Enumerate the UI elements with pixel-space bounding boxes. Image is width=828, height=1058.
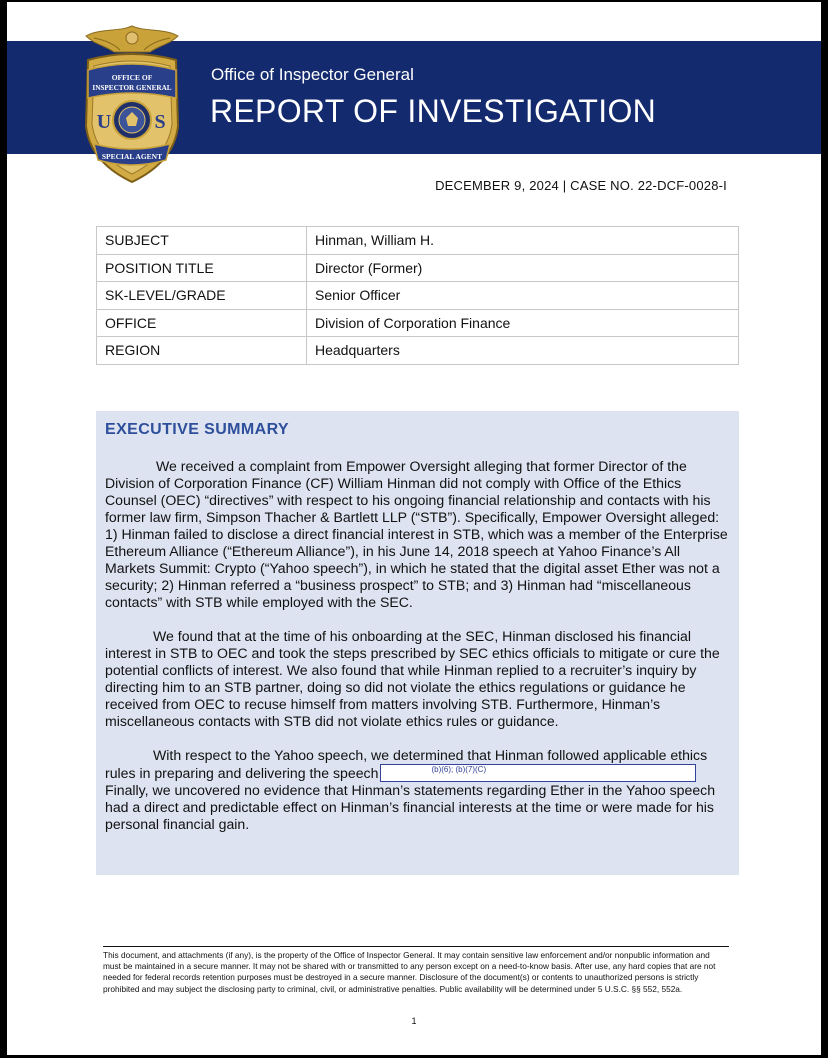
field-label: OFFICE	[97, 309, 307, 337]
svg-text:INSPECTOR GENERAL: INSPECTOR GENERAL	[92, 84, 172, 92]
table-row	[97, 227, 739, 255]
subject-info-table	[96, 226, 739, 365]
executive-summary-box	[96, 411, 739, 875]
svg-text:SPECIAL AGENT: SPECIAL AGENT	[101, 152, 163, 161]
table-row	[97, 254, 739, 282]
badge-top-text: OFFICE OF	[111, 73, 153, 82]
report-title: REPORT OF INVESTIGATION	[210, 93, 657, 129]
oig-badge-logo	[74, 22, 190, 186]
table-row	[97, 282, 739, 310]
confidentiality-notice: This document, and attachments (if any), is the property of the Office of Inspector General. It may contain sensitive law enforcement and/or nonpublic information and must be maintained in a secure manner. It may not be shared with or transmitted to any person except on a need-to-know basis. After use, any hard copies that are not needed for federal records retention purposes must be destroyed in a secure manner. Disclosure of the document(s) or contents to unauthorized persons is strictly prohibited and may subject the disclosing party to criminal, civil, or administrative penalties. Public availability will be determined under 5 U.S.C. §§ 552, 552a.	[103, 946, 729, 995]
field-value: Senior Officer	[307, 282, 739, 310]
field-value: Headquarters	[307, 337, 739, 365]
summary-paragraph-2: We found that at the time of his onboarding at the SEC, Hinman disclosed his financial interest in STB to OEC and took the steps prescribed by SEC ethics officials to mitigate or cure the potential conflicts of interest. We also found that while Hinman replied to a recruiter’s inquiry by directing him to an STB partner, doing so did not violate the ethics regulations or guidance he received from OEC to recuse himself from matters involving STB. Furthermore, Hinman’s miscellaneous contacts with STB did not violate ethics rules or guidance.	[105, 628, 720, 729]
summary-paragraph-3	[105, 747, 733, 833]
executive-summary-heading: EXECUTIVE SUMMARY	[105, 421, 290, 438]
field-value: Hinman, William H.	[307, 227, 739, 255]
executive-summary-body	[105, 458, 733, 850]
field-value: Director (Former)	[307, 254, 739, 282]
page-number: 1	[411, 1016, 417, 1026]
field-value: Division of Corporation Finance	[307, 309, 739, 337]
table-row	[97, 337, 739, 365]
field-label: SK-LEVEL/GRADE	[97, 282, 307, 310]
document-page	[7, 2, 821, 1055]
paragraph-3-continued: Finally, we uncovered no evidence that Hinman’s statements regarding Ether in the Yahoo speech had a direct and predictable effect on Hinman’s financial interests at the time or were made for his personal financial gain.	[105, 782, 716, 832]
summary-paragraph-1: We received a complaint from Empower Oversight alleging that former Director of the Division of Corporation Finance (CF) William Hinman did not comply with Office of the Ethics Counsel (OEC) “directives” with respect to his ongoing financial relationship and contacts with his former law firm, Simpson Thacher & Bartlett LLP (“STB”). Specifically, Empower Oversight alleged: 1) Hinman failed to disclose a direct financial interest in STB, which was a member of the Enterprise Ethereum Alliance (“Ethereum Alliance”), in his June 14, 2018 speech at Yahoo Finance’s All Markets Summit: Crypto (“Yahoo speech”), in which he stated that the digital asset Ether was not a security; 2) Hinman referred a “business prospect” to STB; and 3) Hinman had “miscellaneous contacts” with STB while employed with the SEC.	[105, 458, 728, 610]
org-name: Office of Inspector General	[211, 65, 414, 84]
table-row	[97, 309, 739, 337]
redaction-box	[380, 764, 696, 782]
field-label: SUBJECT	[97, 227, 307, 255]
paragraph-3-text: With respect to the Yahoo speech, we determined that Hinman followed applicable ethics rules in preparing and delivering the speech	[105, 747, 708, 781]
field-label: POSITION TITLE	[97, 254, 307, 282]
svg-text:U: U	[96, 111, 112, 133]
field-label: REGION	[97, 337, 307, 365]
report-date-case-number: DECEMBER 9, 2024 | CASE NO. 22-DCF-0028-I	[435, 178, 727, 193]
redaction-label: (b)(6); (b)(7)(C)	[431, 765, 487, 774]
svg-text:S: S	[154, 111, 166, 133]
